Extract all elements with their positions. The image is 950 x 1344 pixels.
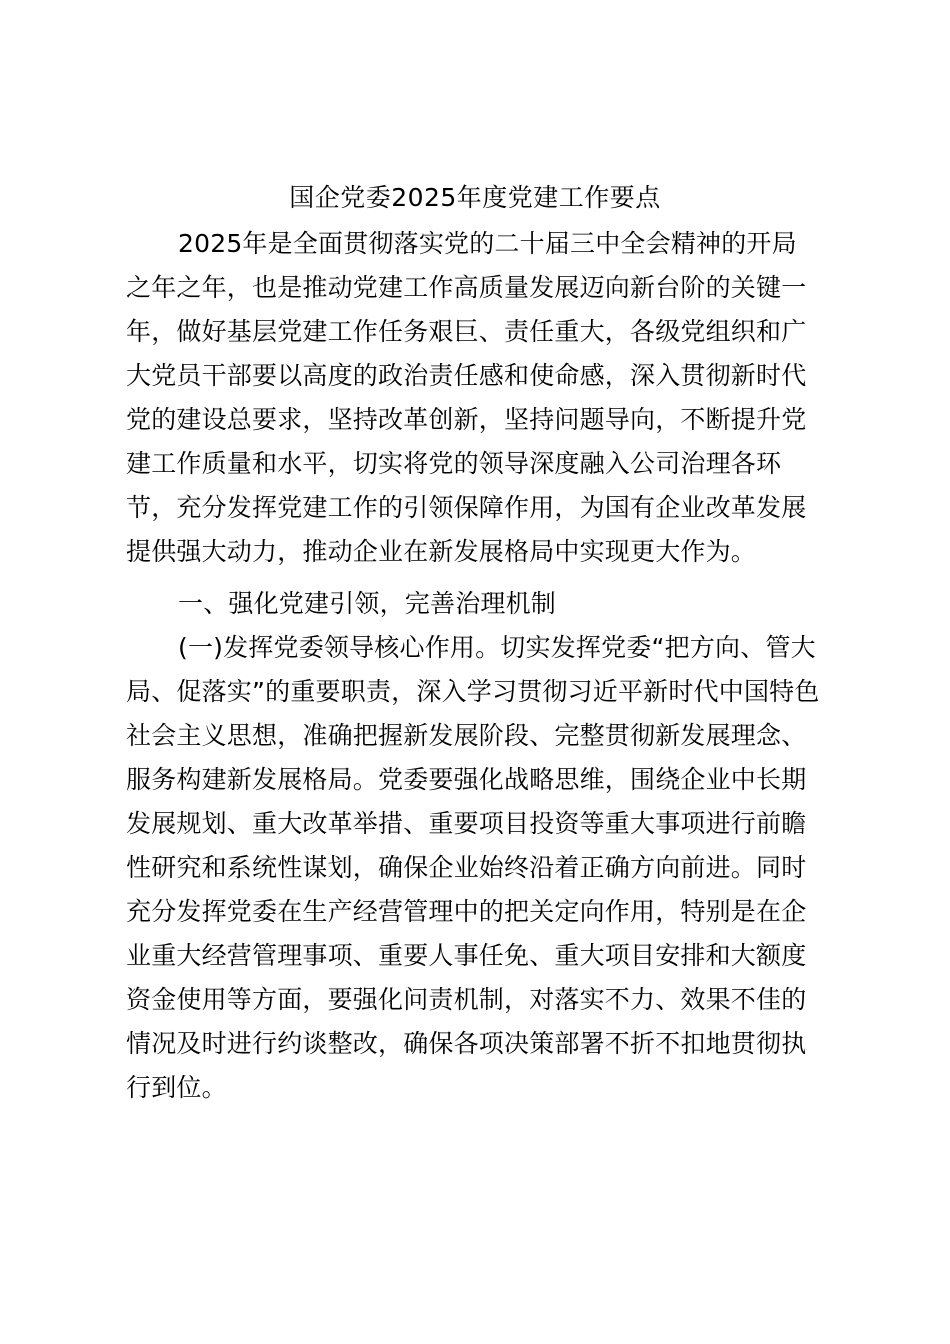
- text-line: 建工作质量和水平，切实将党的领导深度融入公司治理各环: [126, 449, 782, 478]
- text-line: 提供强大动力，推动企业在新发展格局中实现更大作为。: [126, 537, 757, 566]
- text-line: 服务构建新发展格局。党委要强化战略思维，围绕企业中长期: [126, 765, 807, 794]
- text-line: 2025年是全面贯彻落实党的二十届三中全会精神的开局: [178, 229, 797, 258]
- heading-text: 一、强化党建引领，完善治理机制: [178, 589, 557, 618]
- text-line: 发展规划、重大改革举措、重要项目投资等重大事项进行前瞻: [126, 809, 807, 838]
- text-line: 资金使用等方面，要强化问责机制，对落实不力、效果不佳的: [126, 985, 807, 1014]
- text-line: 之年之年，也是推动党建工作高质量发展迈向新台阶的关键一: [126, 273, 807, 302]
- text-line: 节，充分发挥党建工作的引领保障作用，为国有企业改革发展: [126, 493, 807, 522]
- text-line: 党的建设总要求，坚持改革创新，坚持问题导向，不断提升党: [126, 405, 807, 434]
- text-line: 社会主义思想，准确把握新发展阶段、完整贯彻新发展理念、: [126, 721, 807, 750]
- text-line: (一)发挥党委领导核心作用。切实发挥党委“把方向、管大: [178, 633, 816, 662]
- text-line: 大党员干部要以高度的政治责任感和使命感，深入贯彻新时代: [126, 361, 807, 390]
- text-line: 充分发挥党委在生产经营管理中的把关定向作用，特别是在企: [126, 897, 807, 926]
- text-line: 局、促落实”的重要职责，深入学习贯彻习近平新时代中国特色: [126, 677, 820, 706]
- document-title: 国企党委2025年度党建工作要点: [289, 183, 661, 212]
- text-line: 年，做好基层党建工作任务艰巨、责任重大，各级党组织和广: [126, 317, 807, 346]
- text-line: 业重大经营管理事项、重要人事任免、重大项目安排和大额度: [126, 941, 807, 970]
- text-line: 行到位。: [126, 1073, 227, 1102]
- text-line: 情况及时进行约谈整改，确保各项决策部署不折不扣地贯彻执: [126, 1029, 807, 1058]
- text-line: 性研究和系统性谋划，确保企业始终沿着正确方向前进。同时: [126, 853, 807, 882]
